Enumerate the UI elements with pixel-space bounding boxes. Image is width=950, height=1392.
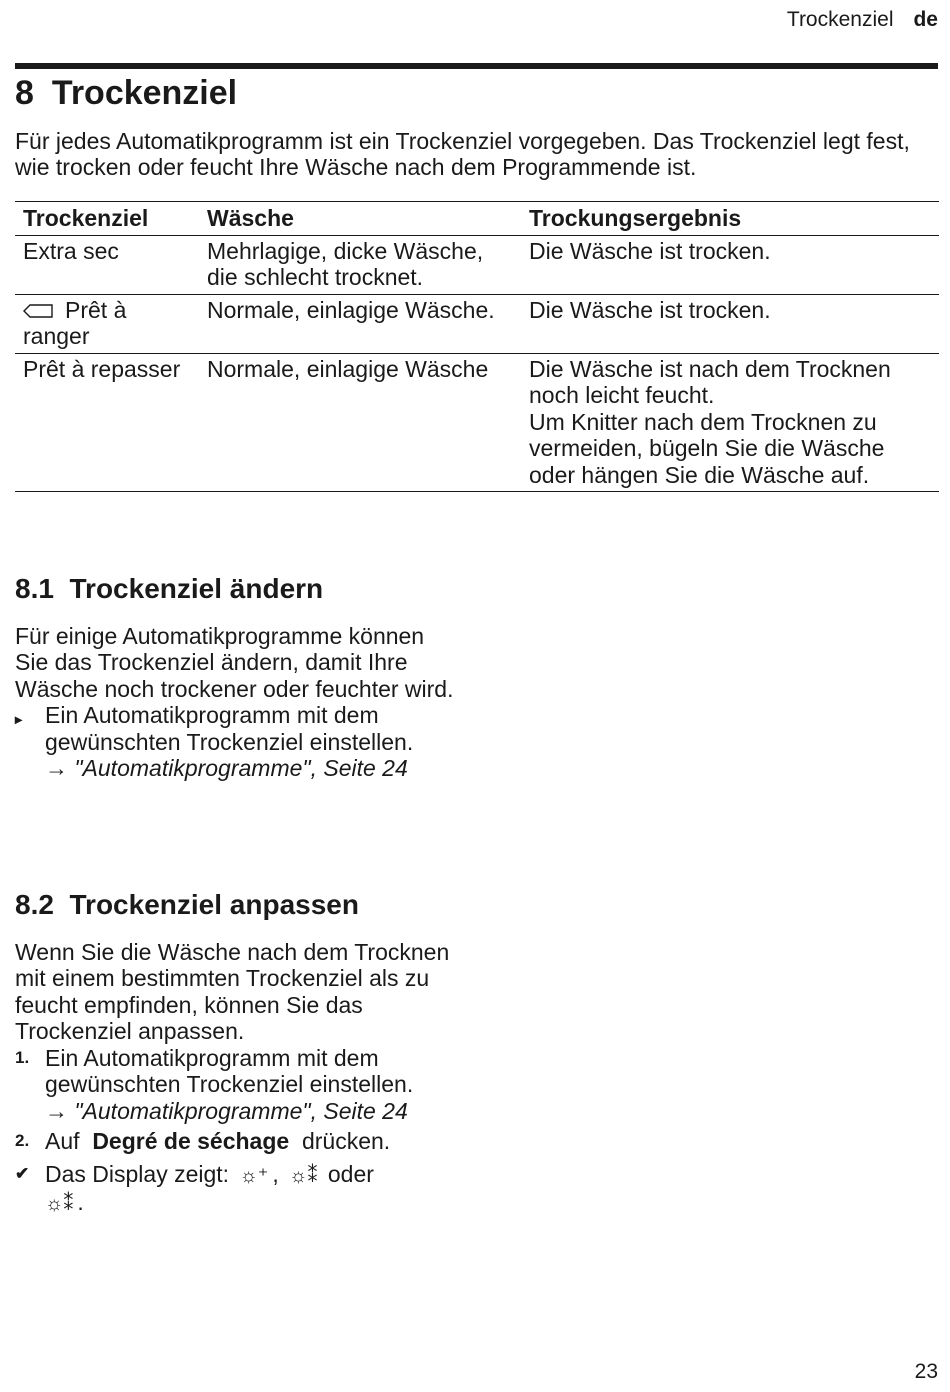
step-number: 2. bbox=[15, 1131, 30, 1150]
step-text: drücken. bbox=[301, 1128, 391, 1154]
table-row bbox=[15, 235, 939, 294]
check-icon: ✔ bbox=[15, 1163, 30, 1183]
page-number: 23 bbox=[914, 1360, 938, 1383]
step-text: Ein Automatikprogramm mit dem gewünschten Trockenziel einstellen. bbox=[45, 702, 414, 755]
instruction-step bbox=[15, 1045, 455, 1125]
header-section: Trockenziel bbox=[786, 8, 894, 31]
step-text: Auf bbox=[45, 1128, 80, 1154]
cross-reference: → "Automatikprogramme", Seite 24 bbox=[45, 755, 408, 781]
step-number: 1. bbox=[15, 1047, 30, 1067]
section-paragraph: Wenn Sie die Wäsche nach dem Trocknen mit einem bestimmten Trockenziel als zu feucht empfinden, können Sie das Trockenziel anpassen. bbox=[15, 938, 450, 1044]
header-language: de bbox=[913, 8, 938, 31]
section-paragraph: Für einige Automatikprogramme können Sie das Trockenziel ändern, damit Ihre Wäsche noch trockener oder feuchter wird. bbox=[15, 622, 454, 702]
table-cell-text: Prêt à ranger bbox=[23, 296, 127, 349]
table-cell bbox=[521, 353, 939, 492]
table-cell bbox=[15, 294, 199, 353]
section-number: 8.2 bbox=[15, 889, 54, 920]
drying-target-table bbox=[15, 201, 939, 492]
chapter-number: 8 bbox=[15, 74, 34, 112]
tag-icon bbox=[23, 304, 53, 318]
result-text: Das Display zeigt: bbox=[45, 1160, 230, 1187]
table-cell: Die Wäsche ist trocken. bbox=[521, 235, 939, 294]
running-header bbox=[787, 8, 938, 32]
table-header: Trockungsergebnis bbox=[521, 202, 939, 236]
table-cell: Normale, einlagige Wäsche. bbox=[199, 294, 521, 353]
cross-reference: → "Automatikprogramme", Seite 24 bbox=[45, 1097, 408, 1124]
step-text: Ein Automatikprogramm mit dem gewünschten Trockenziel einstellen. bbox=[45, 1044, 414, 1097]
table-cell: Prêt à repasser bbox=[15, 353, 199, 492]
table-cell: Normale, einlagige Wäsche bbox=[199, 353, 521, 492]
instruction-step bbox=[15, 702, 455, 782]
instruction-step bbox=[15, 1128, 455, 1155]
table-header: Wäsche bbox=[199, 202, 521, 236]
result-step bbox=[15, 1161, 455, 1218]
table-header-row bbox=[15, 202, 939, 236]
section-title: Trockenziel anpassen bbox=[69, 889, 359, 920]
section-heading bbox=[15, 889, 455, 920]
intro-paragraph: Für jedes Automatikprogramm ist ein Trockenziel vorgegeben. Das Trockenziel legt fest, wie trocken oder feucht Ihre Wäsche nach dem Programmende ist. bbox=[15, 128, 910, 180]
table-cell: Die Wäsche ist trocken. bbox=[521, 294, 939, 353]
top-rule bbox=[15, 63, 938, 69]
chapter-title-text: Trockenziel bbox=[51, 74, 238, 112]
section-title: Trockenziel ändern bbox=[69, 573, 324, 604]
dry-level-two-icon: ☼⁑ bbox=[289, 1164, 318, 1187]
table-row bbox=[15, 294, 939, 353]
separator: , bbox=[272, 1160, 279, 1187]
button-label: Degré de séchage bbox=[92, 1128, 290, 1154]
section-number: 8.1 bbox=[15, 573, 54, 604]
section-8-1 bbox=[15, 573, 455, 782]
section-8-2 bbox=[15, 889, 455, 1218]
end-mark: . bbox=[77, 1189, 84, 1215]
dry-level-three-icon: ☼⁑ bbox=[45, 1193, 74, 1215]
section-heading bbox=[15, 573, 455, 604]
table-cell: Extra sec bbox=[15, 235, 199, 294]
dry-level-plus-icon: ☼⁺ bbox=[239, 1164, 269, 1187]
table-header: Trockenziel bbox=[15, 202, 199, 236]
chapter-title bbox=[15, 74, 237, 113]
step-bullet-icon: ▸ bbox=[15, 711, 23, 727]
table-cell-text: Die Wäsche ist nach dem Trocknen noch leicht feucht. bbox=[529, 355, 891, 408]
table-cell: Mehrlagige, dicke Wäsche, die schlecht trocknet. bbox=[199, 235, 521, 294]
table-row bbox=[15, 353, 939, 492]
table-cell-note: Um Knitter nach dem Trocknen zu vermeiden, bügeln Sie die Wäsche oder hängen Sie die Wäsche auf. bbox=[529, 408, 885, 488]
result-text: oder bbox=[327, 1160, 374, 1187]
